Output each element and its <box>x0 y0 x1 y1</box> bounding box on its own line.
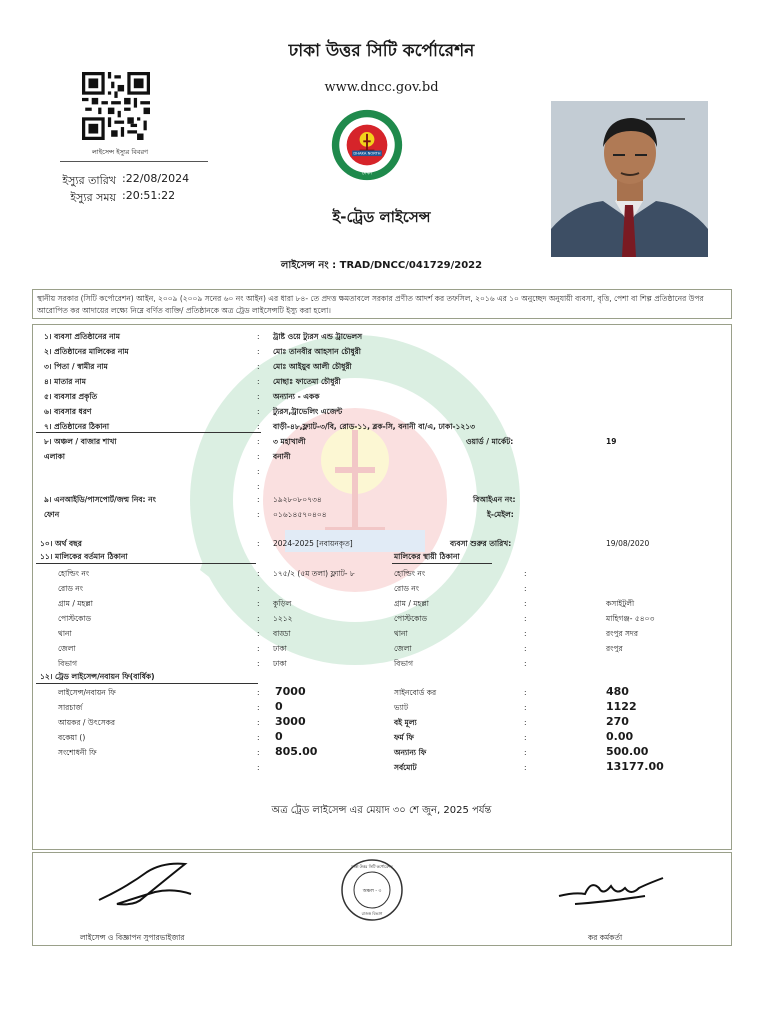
area-label: এলাকা <box>44 452 65 461</box>
address-label: বিভাগ <box>394 659 413 668</box>
document-title: ই-ট্রেড লাইসেন্স <box>332 208 431 226</box>
father-name-value: মোঃ আইয়ুব আলী চৌধুরী <box>273 362 352 371</box>
fee-label: বকেয়া () <box>58 733 86 742</box>
right-signatory-label: কর কর্মকর্তা <box>588 933 623 942</box>
fee-value: 0 <box>275 730 283 743</box>
address-label: থানা <box>58 629 72 638</box>
issue-time-label: ইস্যুর সময় <box>70 191 116 204</box>
address-label: থানা <box>394 629 408 638</box>
address-value: ঢাকা <box>273 644 287 653</box>
issue-date-value: :22/08/2024 <box>122 172 190 185</box>
fiscal-year-label: ১০। অর্থ বছর <box>40 539 82 548</box>
address-label: পোস্টকোড <box>58 614 92 623</box>
fee-label: লাইসেন্স/নবায়ন ফি <box>58 688 116 697</box>
fee-value: 0 <box>275 700 283 713</box>
validity-statement: অত্র ট্রেড লাইসেন্স এর মেয়াদ ৩০ শে জুন, 2025 পর্যন্ত <box>271 805 492 816</box>
address-label: জেলা <box>58 644 76 653</box>
address-label: হোল্ডিং নং <box>394 569 426 578</box>
fee-value: 500.00 <box>606 745 649 758</box>
business-nature-value: অন্যান্য - একক <box>273 392 320 401</box>
total-value: 13177.00 <box>606 760 664 773</box>
email-label: ই-মেইল: <box>487 510 514 519</box>
fee-label: সাইনবোর্ড কর <box>394 688 437 697</box>
ward-label: ওয়ার্ড / মার্কেট: <box>466 437 514 446</box>
phone-label: ফোন <box>44 510 60 519</box>
fee-label: বই মূল্য <box>394 718 417 727</box>
dncc-emblem-logo <box>330 108 404 182</box>
business-name-value: ট্রাষ্ট ওয়ে ট্যুরস এন্ড ট্রাভেলস <box>273 332 363 341</box>
emblem-bottom-text: ঢাকা <box>361 170 373 177</box>
license-number-value: TRAD/DNCC/041729/2022 <box>339 260 483 271</box>
address-label: গ্রাম / মহল্লা <box>58 599 93 608</box>
business-start-label: ব্যবসা শুরুর তারিখ: <box>450 539 512 548</box>
emblem-ribbon-text: DHAKA NORTH <box>353 151 381 156</box>
ward-value: 19 <box>606 437 617 446</box>
nid-label: ৯। এনআইডি/পাসপোর্ট/জন্ম নিব: নং <box>44 495 156 504</box>
address-label: রোড নং <box>394 584 419 593</box>
seal-top-text: ঢাকা উত্তর সিটি কর্পোরেশন <box>351 864 393 869</box>
fee-label: ভ্যাট <box>394 703 409 712</box>
address-label: পোস্টকোড <box>394 614 428 623</box>
qr-code <box>79 72 153 140</box>
left-signature <box>95 858 195 914</box>
address-value: ঢাকা <box>273 659 287 668</box>
divider <box>36 683 258 684</box>
right-signature <box>555 866 667 916</box>
fee-value: 805.00 <box>275 745 318 758</box>
org-title: ঢাকা উত্তর সিটি কর্পোরেশন <box>288 41 475 61</box>
fee-label: অন্যান্য ফি <box>394 748 427 757</box>
detail-label: ৬। ব্যবসার ধরণ <box>44 407 92 416</box>
mother-name-value: মোছাঃ ফাতেমা চৌধুরী <box>273 377 341 386</box>
fiscal-year-value: 2024-2025 [নবায়নকৃত] <box>273 539 353 548</box>
detail-label: ৭। প্রতিষ্ঠানের ঠিকানা <box>44 422 110 431</box>
address-label: রোড নং <box>58 584 83 593</box>
fee-value: 7000 <box>275 685 306 698</box>
business-start-value: 19/08/2020 <box>606 539 650 548</box>
bin-label: বিআইএন নং: <box>473 495 516 504</box>
address-value: কসাইটুলী <box>606 599 635 608</box>
office-seal <box>340 858 404 922</box>
detail-label: ৩। পিতা / স্বামীর নাম <box>44 362 108 371</box>
left-signatory-label: লাইসেন্স ও বিজ্ঞাপন সুপারভাইজার <box>80 933 185 942</box>
zone-value: ৩ মহাখালী <box>273 437 306 446</box>
fee-label: সংশোধনী ফি <box>58 748 97 757</box>
address-label: জেলা <box>394 644 412 653</box>
address-value: ১২১২ <box>273 614 293 623</box>
issue-details-heading: লাইসেন্স ইস্যুর বিবরণ <box>92 148 148 156</box>
fee-value: 480 <box>606 685 629 698</box>
license-number-line: লাইসেন্স নং : TRAD/DNCC/041729/2022 <box>280 260 483 271</box>
detail-label: ২। প্রতিষ্ঠানের মালিকের নাম <box>44 347 129 356</box>
phone-value: ০১৬১৪৫৭০৪০৪ <box>273 510 327 519</box>
seal-center-text: অঞ্চল - ৩ <box>362 889 382 894</box>
address-value: মাহিগঞ্জ- ৫৪০৩ <box>606 614 655 623</box>
fees-heading: ১২। ট্রেড লাইসেন্স/নবায়ন ফি(বার্ষিক) <box>40 672 155 681</box>
fee-value: 270 <box>606 715 629 728</box>
fee-label: আয়কর / উৎসেকর <box>58 718 116 727</box>
address-value: রংপুর <box>606 644 623 653</box>
address-value: রংপুর সদর <box>606 629 638 638</box>
owner-photo <box>551 101 708 257</box>
address-value: বাড্ডা <box>273 629 291 638</box>
divider <box>60 161 208 162</box>
address-label: হোল্ডিং নং <box>58 569 90 578</box>
detail-label: ১। ব্যবসা প্রতিষ্ঠানের নাম <box>44 332 120 341</box>
zone-label: ৮। অঞ্চল / বাজার শাখা <box>44 437 117 446</box>
fee-value: 3000 <box>275 715 306 728</box>
address-label: বিভাগ <box>58 659 77 668</box>
seal-bottom-text: রাজস্ব বিভাগ <box>361 911 383 916</box>
fee-label: সারচার্জ <box>58 703 83 712</box>
issue-time-value: :20:51:22 <box>122 189 176 202</box>
detail-label: ৪। মাতার নাম <box>44 377 86 386</box>
issue-date-label: ইস্যুর তারিখ <box>62 174 116 187</box>
total-label: সর্বমোট <box>394 763 417 772</box>
legal-preamble: স্থানীয় সরকার (সিটি কর্পোরেশন) আইন, ২০০৯ (২০০৯ সনের ৬০ নং আইন) এর ধারা ৮৪- তে প্রদত্ত ক্ষমতাবলে সরকার প্রণীত আদর্শ কর তফসিল, ২০১৬ এর ১০ অনুচ্ছেদ অনুযায়ী ব্যবসা, বৃত্তি, পেশা বা শিল্প প্রতিষ্ঠানের উপর আরোপিত কর আদায়ের লক্ষ্যে নিম্নে বর্ণিত ব্যক্তি/ প্রতিষ্ঠানকে অত্র ট্রেড লাইসেন্সটি ইস্যু করা হলো। <box>32 289 732 319</box>
address-label: গ্রাম / মহল্লা <box>394 599 429 608</box>
area-value: বনানী <box>273 452 291 461</box>
divider <box>36 432 261 433</box>
owner-name-value: মোঃ তানবীর আহসান চৌধুরী <box>273 347 361 356</box>
business-type-value: ট্যুরস,ট্রাভেলিং এজেন্ট <box>273 407 343 416</box>
website-url: www.dncc.gov.bd <box>324 80 439 95</box>
address-value: কুড়িল <box>273 599 292 608</box>
permanent-address-heading: মালিকের স্থায়ী ঠিকানা <box>394 552 460 561</box>
business-address-value: বাড়ী-৪৮,ফ্ল্যাট-৩/বি, রোড-১১, ব্লক-সি, বনানী বা/এ, ঢাকা-১২১৩ <box>273 422 476 431</box>
address-value: ১৭৫/২ (৫ম তলা) ফ্ল্যাট- ৮ <box>273 569 355 578</box>
fee-value: 1122 <box>606 700 637 713</box>
divider <box>392 563 492 564</box>
nid-value: ১৯২৮০৮০৭৩৪ <box>273 495 322 504</box>
license-number-label: লাইসেন্স নং <box>280 260 329 271</box>
divider <box>36 563 256 564</box>
present-address-heading: ১১। মালিকের বর্তমান ঠিকানা <box>40 552 128 561</box>
fee-value: 0.00 <box>606 730 634 743</box>
fee-label: ফর্ম ফি <box>394 733 414 742</box>
detail-label: ৫। ব্যবসার প্রকৃতি <box>44 392 98 401</box>
